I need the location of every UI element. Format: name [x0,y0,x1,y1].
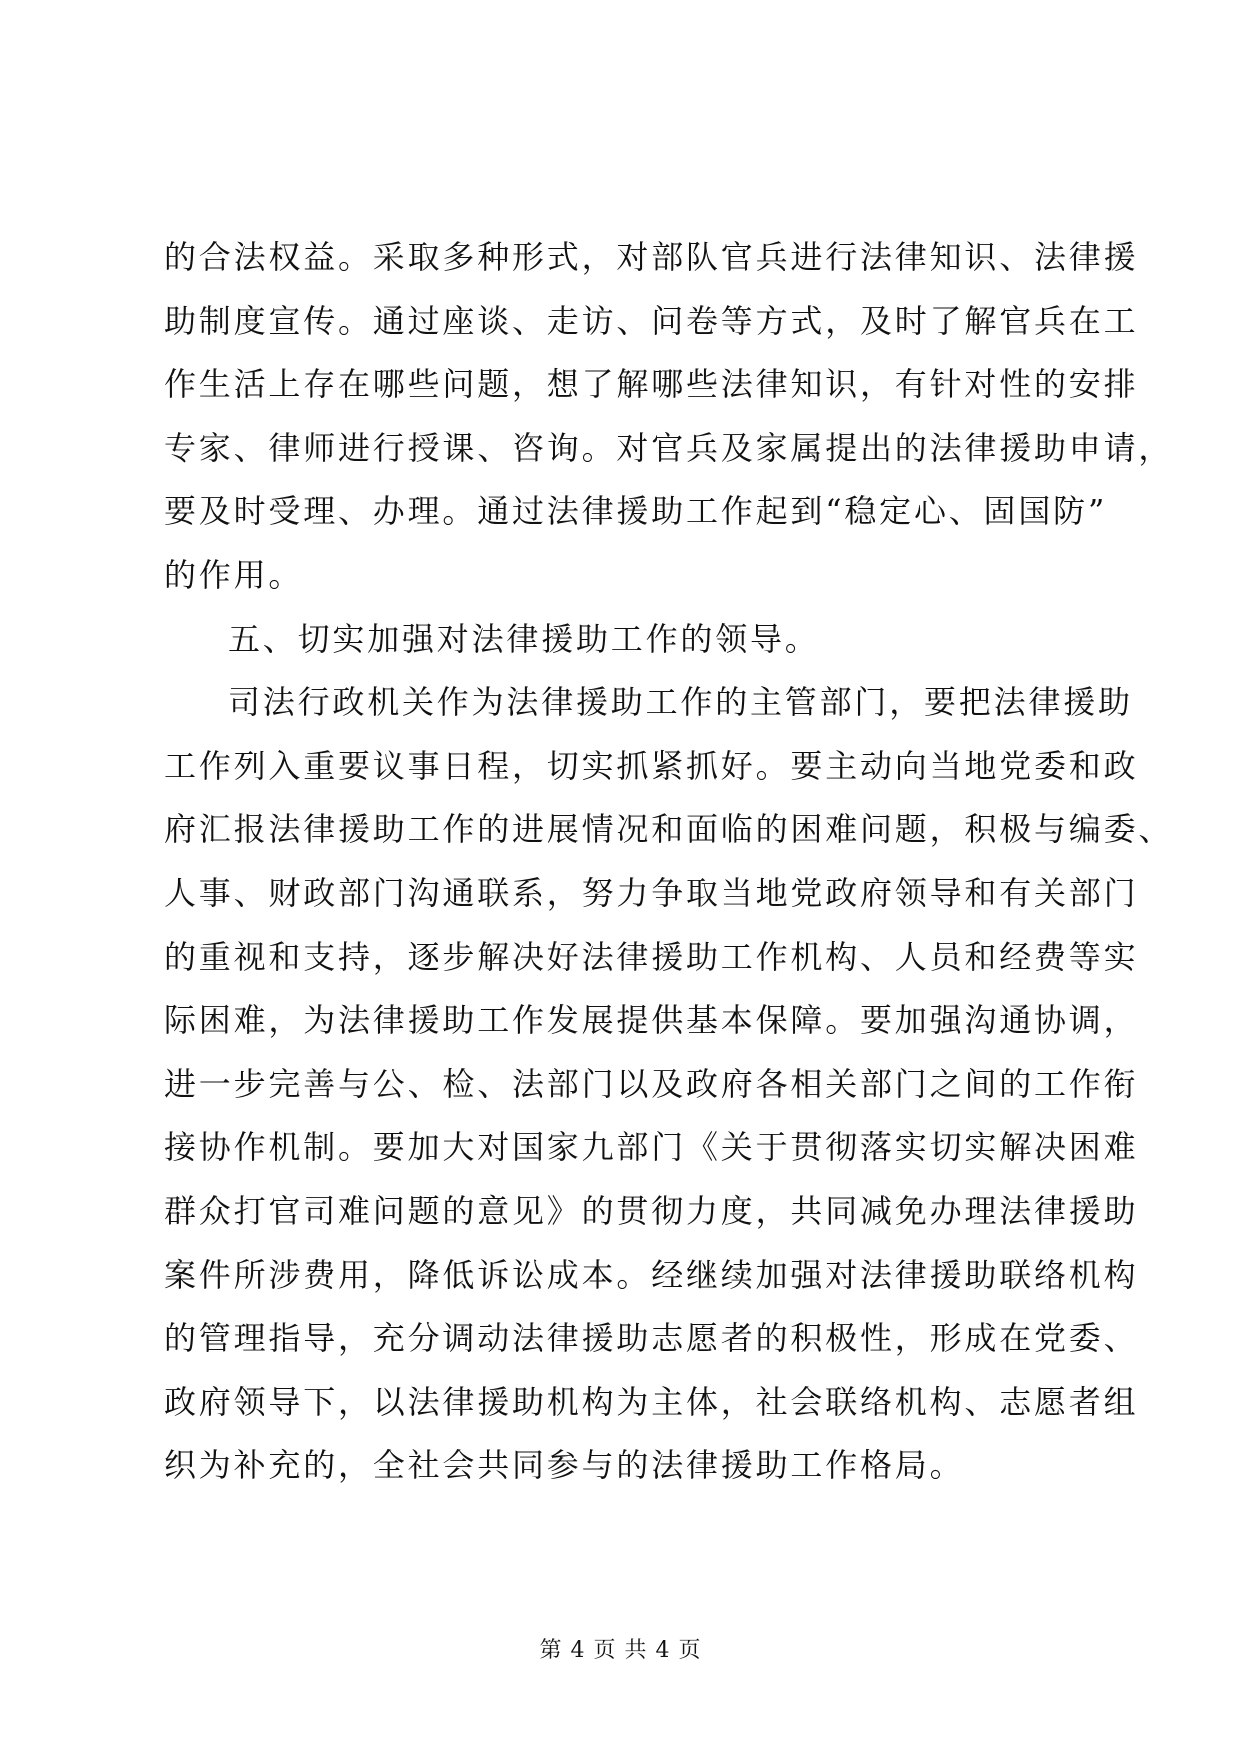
document-body [164,226,1174,1498]
text-line: 人事、财政部门沟通联系，努力争取当地党政府领导和有关部门 [164,873,1139,912]
text-line: 政府领导下，以法律援助机构为主体，社会联络机构、志愿者组 [164,1382,1139,1421]
text-line: 的重视和支持，逐步解决好法律援助工作机构、人员和经费等实 [164,937,1139,976]
text-line: 工作列入重要议事日程，切实抓紧抓好。要主动向当地党委和政 [164,746,1139,785]
text-line: 的管理指导，充分调动法律援助志愿者的积极性，形成在党委、 [164,1319,1139,1358]
text-line: 的合法权益。采取多种形式，对部队官兵进行法律知识、法律援 [164,238,1139,276]
text-line: 要及时受理、办理。通过法律援助工作起到“稳定心、固国防” [164,492,1108,531]
text-line: 案件所涉费用，降低诉讼成本。经继续加强对法律援助联络机构 [164,1255,1139,1294]
text-line: 织为补充的，全社会共同参与的法律援助工作格局。 [164,1446,965,1485]
text-line: 际困难，为法律援助工作发展提供基本保障。要加强沟通协调， [164,1001,1139,1040]
text-line: 作生活上存在哪些问题，想了解哪些法律知识，有针对性的安排 [164,365,1139,404]
text-line: 府汇报法律援助工作的进展情况和面临的困难问题，积极与编委、 [164,810,1174,849]
text-line: 接协作机制。要加大对国家九部门《关于贯彻落实切实解决困难 [164,1128,1139,1167]
text-line: 进一步完善与公、检、法部门以及政府各相关部门之间的工作衔 [164,1064,1139,1103]
page-number-footer: 第 4 页 共 4 页 [539,1638,702,1663]
section-heading: 五、切实加强对法律援助工作的领导。 [228,619,820,658]
text-line: 群众打官司难问题的意见》的贯彻力度，共同减免办理法律援助 [164,1191,1139,1230]
text-line: 的作用。 [164,555,304,594]
text-line: 专家、律师进行授课、咨询。对官兵及家属提出的法律援助申请， [164,428,1174,467]
text-line: 司法行政机关作为法律援助工作的主管部门，要把法律援助 [228,683,1133,722]
text-line: 助制度宣传。通过座谈、走访、问卷等方式，及时了解官兵在工 [164,301,1139,340]
